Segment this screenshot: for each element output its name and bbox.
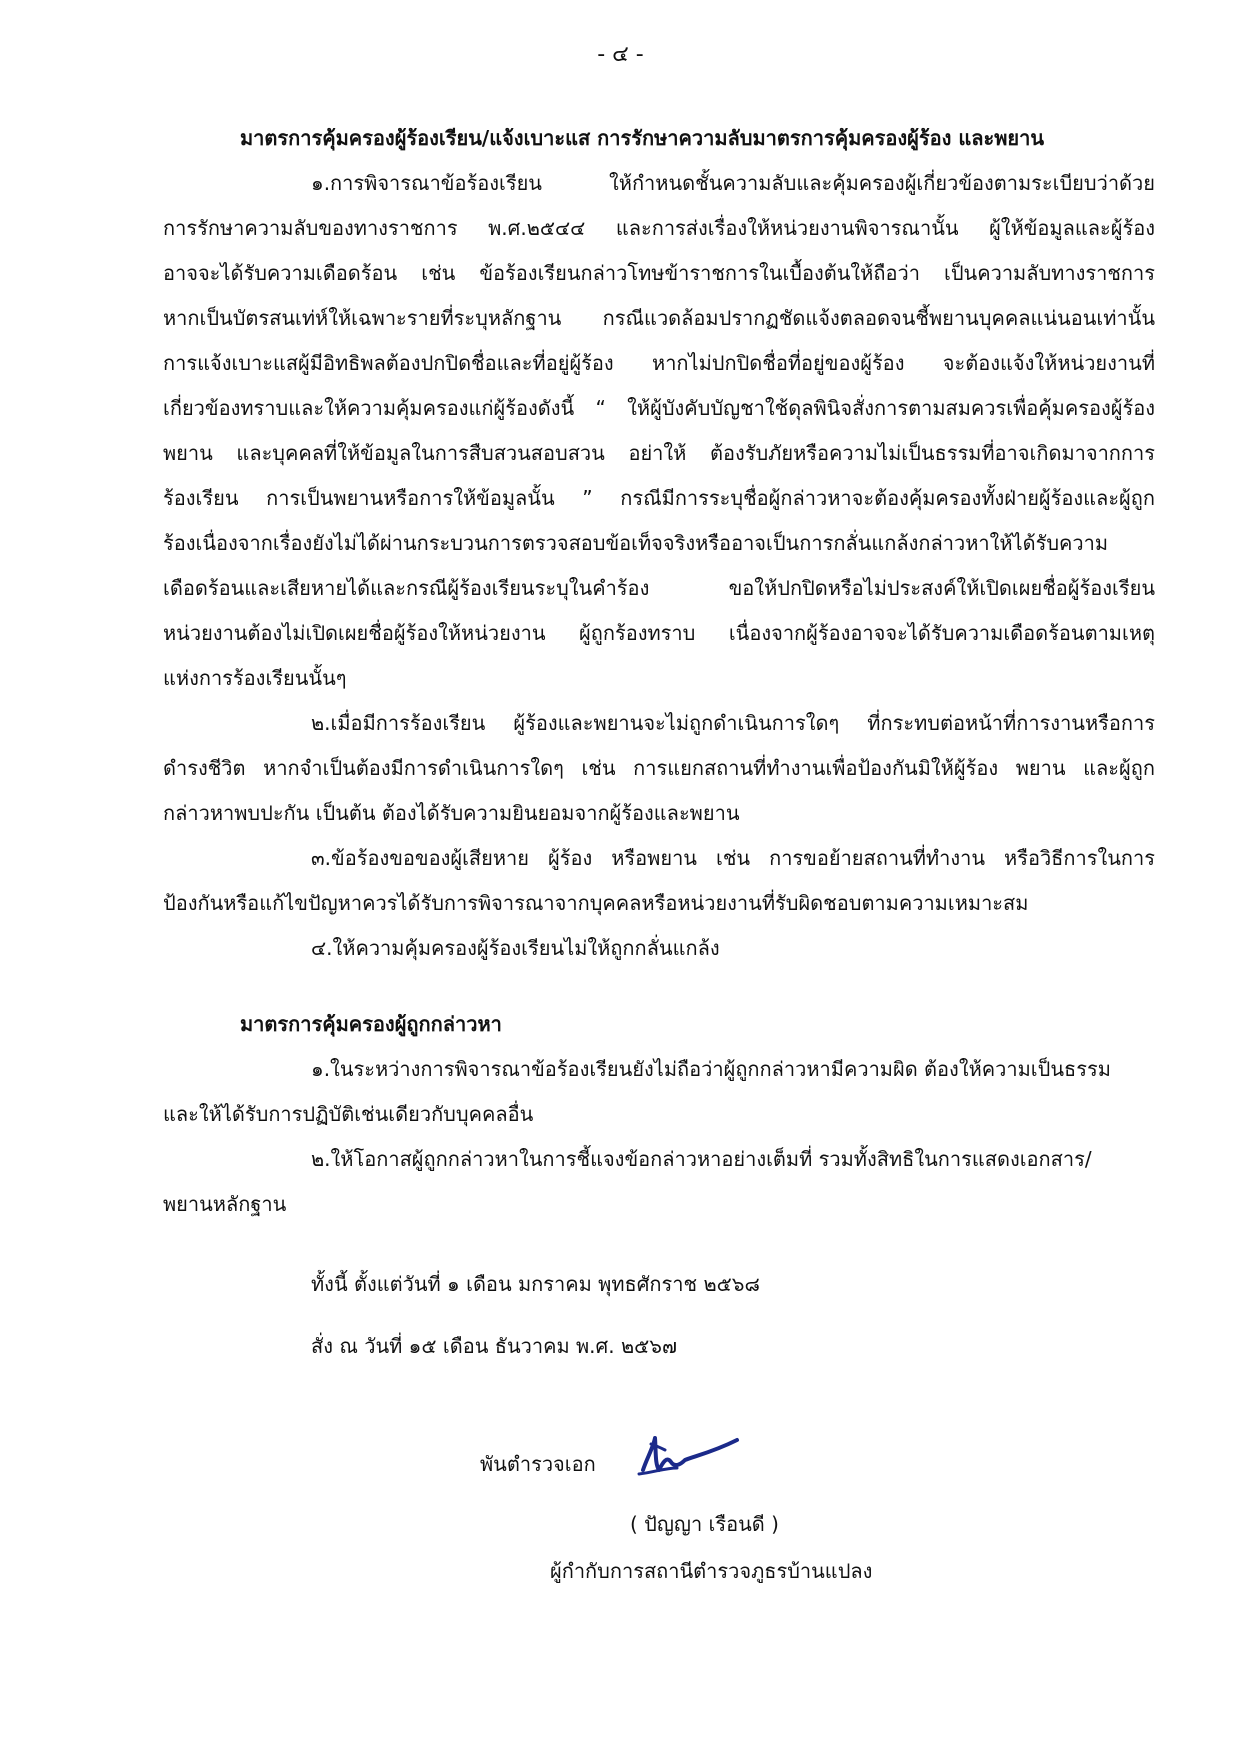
section1-p1-line: อาจจะได้รับความเดือดร้อน เช่น ข้อร้องเรียนกล่าวโทษข้าราชการในเบื้องต้นให้ถือว่า เป็นความลับทางราชการ: [163, 261, 1155, 285]
section1-p1-line: การแจ้งเบาะแสผู้มีอิทธิพลต้องปกปิดชื่อและที่อยู่ผู้ร้อง หากไม่ปกปิดชื่อที่อยู่ของผู้ร้อง จะต้องแจ้งให้หน่วยงานที่: [163, 351, 1155, 375]
section1-p1-line: แห่งการร้องเรียนนั้นๆ: [163, 666, 347, 690]
signatory-rank: พันตำรวจเอก: [480, 1452, 596, 1476]
section2-p2-line: พยานหลักฐาน: [163, 1192, 287, 1216]
order-date: สั่ง ณ วันที่ ๑๕ เดือน ธันวาคม พ.ศ. ๒๕๖๗: [311, 1334, 678, 1358]
section2-p2-line: ๒.ให้โอกาสผู้ถูกกล่าวหาในการชี้แจงข้อกล่าวหาอย่างเต็มที่ รวมทั้งสิทธิในการแสดงเอกสาร/: [311, 1147, 1092, 1171]
section1-p4-line: ๔.ให้ความคุ้มครองผู้ร้องเรียนไม่ให้ถูกกลั่นแกล้ง: [311, 936, 720, 960]
section1-p2-line: ๒.เมื่อมีการร้องเรียน ผู้ร้องและพยานจะไม่ถูกดำเนินการใดๆ ที่กระทบต่อหน้าที่การงานหรือการ: [311, 711, 1155, 735]
section2-p1-line: ๑.ในระหว่างการพิจารณาข้อร้องเรียนยังไม่ถือว่าผู้ถูกกล่าวหามีความผิด ต้องให้ความเป็นธรรม: [311, 1057, 1111, 1081]
section1-p1-line: เกี่ยวข้องทราบและให้ความคุ้มครองแก่ผู้ร้องดังนี้ “ ให้ผู้บังคับบัญชาใช้ดุลพินิจสั่งการตามสมควรเพื่อคุ้มครองผู้ร้อง: [163, 396, 1155, 420]
section1-p3-line: ป้องกันหรือแก้ไขปัญหาควรได้รับการพิจารณาจากบุคคลหรือหน่วยงานที่รับผิดชอบตามความเหมาะสม: [163, 891, 1029, 915]
section2-p1-line: และให้ได้รับการปฏิบัติเช่นเดียวกับบุคคลอื่น: [163, 1102, 534, 1126]
section1-p1-line: ร้องเนื่องจากเรื่องยังไม่ได้ผ่านกระบวนการตรวจสอบข้อเท็จจริงหรืออาจเป็นการกลั่นแกล้งกล่าวหาให้ได้รับความ: [163, 531, 1109, 555]
effective-date: ทั้งนี้ ตั้งแต่วันที่ ๑ เดือน มกราคม พุทธศักราช ๒๕๖๘: [311, 1272, 760, 1296]
section1-p2-line: ดำรงชีวิต หากจำเป็นต้องมีการดำเนินการใดๆ เช่น การแยกสถานที่ทำงานเพื่อป้องกันมิให้ผู้ร้อง พยาน และผู้ถูก: [163, 756, 1155, 780]
page-number: - ๔ -: [597, 42, 644, 67]
section1-p1-line: ร้องเรียน การเป็นพยานหรือการให้ข้อมูลนั้น ” กรณีมีการระบุชื่อผู้กล่าวหาจะต้องคุ้มครองทั้งฝ่ายผู้ร้องและผู้ถูก: [163, 486, 1155, 510]
signatory-position: ผู้กำกับการสถานีตำรวจภูธรบ้านแปลง: [550, 1559, 873, 1583]
section1-p1-line: เดือดร้อนและเสียหายได้และกรณีผู้ร้องเรียนระบุในคำร้อง ขอให้ปกปิดหรือไม่ประสงค์ให้เปิดเผยชื่อผู้ร้องเรียน: [163, 576, 1155, 600]
section1-p1-line: หากเป็นบัตรสนเท่ห์ให้เฉพาะรายที่ระบุหลักฐาน กรณีแวดล้อมปรากฏชัดแจ้งตลอดจนชี้พยานบุคคลแน่นอนเท่านั้น: [163, 306, 1155, 330]
section1-p1-line: ๑.การพิจารณาข้อร้องเรียน ให้กำหนดชั้นความลับและคุ้มครองผู้เกี่ยวข้องตามระเบียบว่าด้วย: [311, 171, 1155, 195]
section1-p1-line: หน่วยงานต้องไม่เปิดเผยชื่อผู้ร้องให้หน่วยงาน ผู้ถูกร้องทราบ เนื่องจากผู้ร้องอาจจะได้รับความเดือดร้อนตามเหตุ: [163, 621, 1155, 645]
section1-p1-line: การรักษาความลับของทางราชการ พ.ศ.๒๕๔๔ และการส่งเรื่องให้หน่วยงานพิจารณานั้น ผู้ให้ข้อมูลและผู้ร้อง: [163, 216, 1155, 240]
signatory-name: ( ปัญญา เรือนดี ): [630, 1512, 779, 1536]
section1-p2-line: กล่าวหาพบปะกัน เป็นต้น ต้องได้รับความยินยอมจากผู้ร้องและพยาน: [163, 801, 740, 825]
section2-heading: มาตรการคุ้มครองผู้ถูกกล่าวหา: [240, 1012, 502, 1036]
section1-p1-line: พยาน และบุคคลที่ให้ข้อมูลในการสืบสวนสอบสวน อย่าให้ ต้องรับภัยหรือความไม่เป็นธรรมที่อาจเกิดมาจากการ: [163, 441, 1155, 465]
section1-p3-line: ๓.ข้อร้องขอของผู้เสียหาย ผู้ร้อง หรือพยาน เช่น การขอย้ายสถานที่ทำงาน หรือวิธีการในการ: [311, 846, 1155, 870]
section1-heading: มาตรการคุ้มครองผู้ร้องเรียน/แจ้งเบาะแส การรักษาความลับมาตรการคุ้มครองผู้ร้อง และพยาน: [240, 126, 1045, 150]
handwritten-signature: [625, 1418, 755, 1488]
